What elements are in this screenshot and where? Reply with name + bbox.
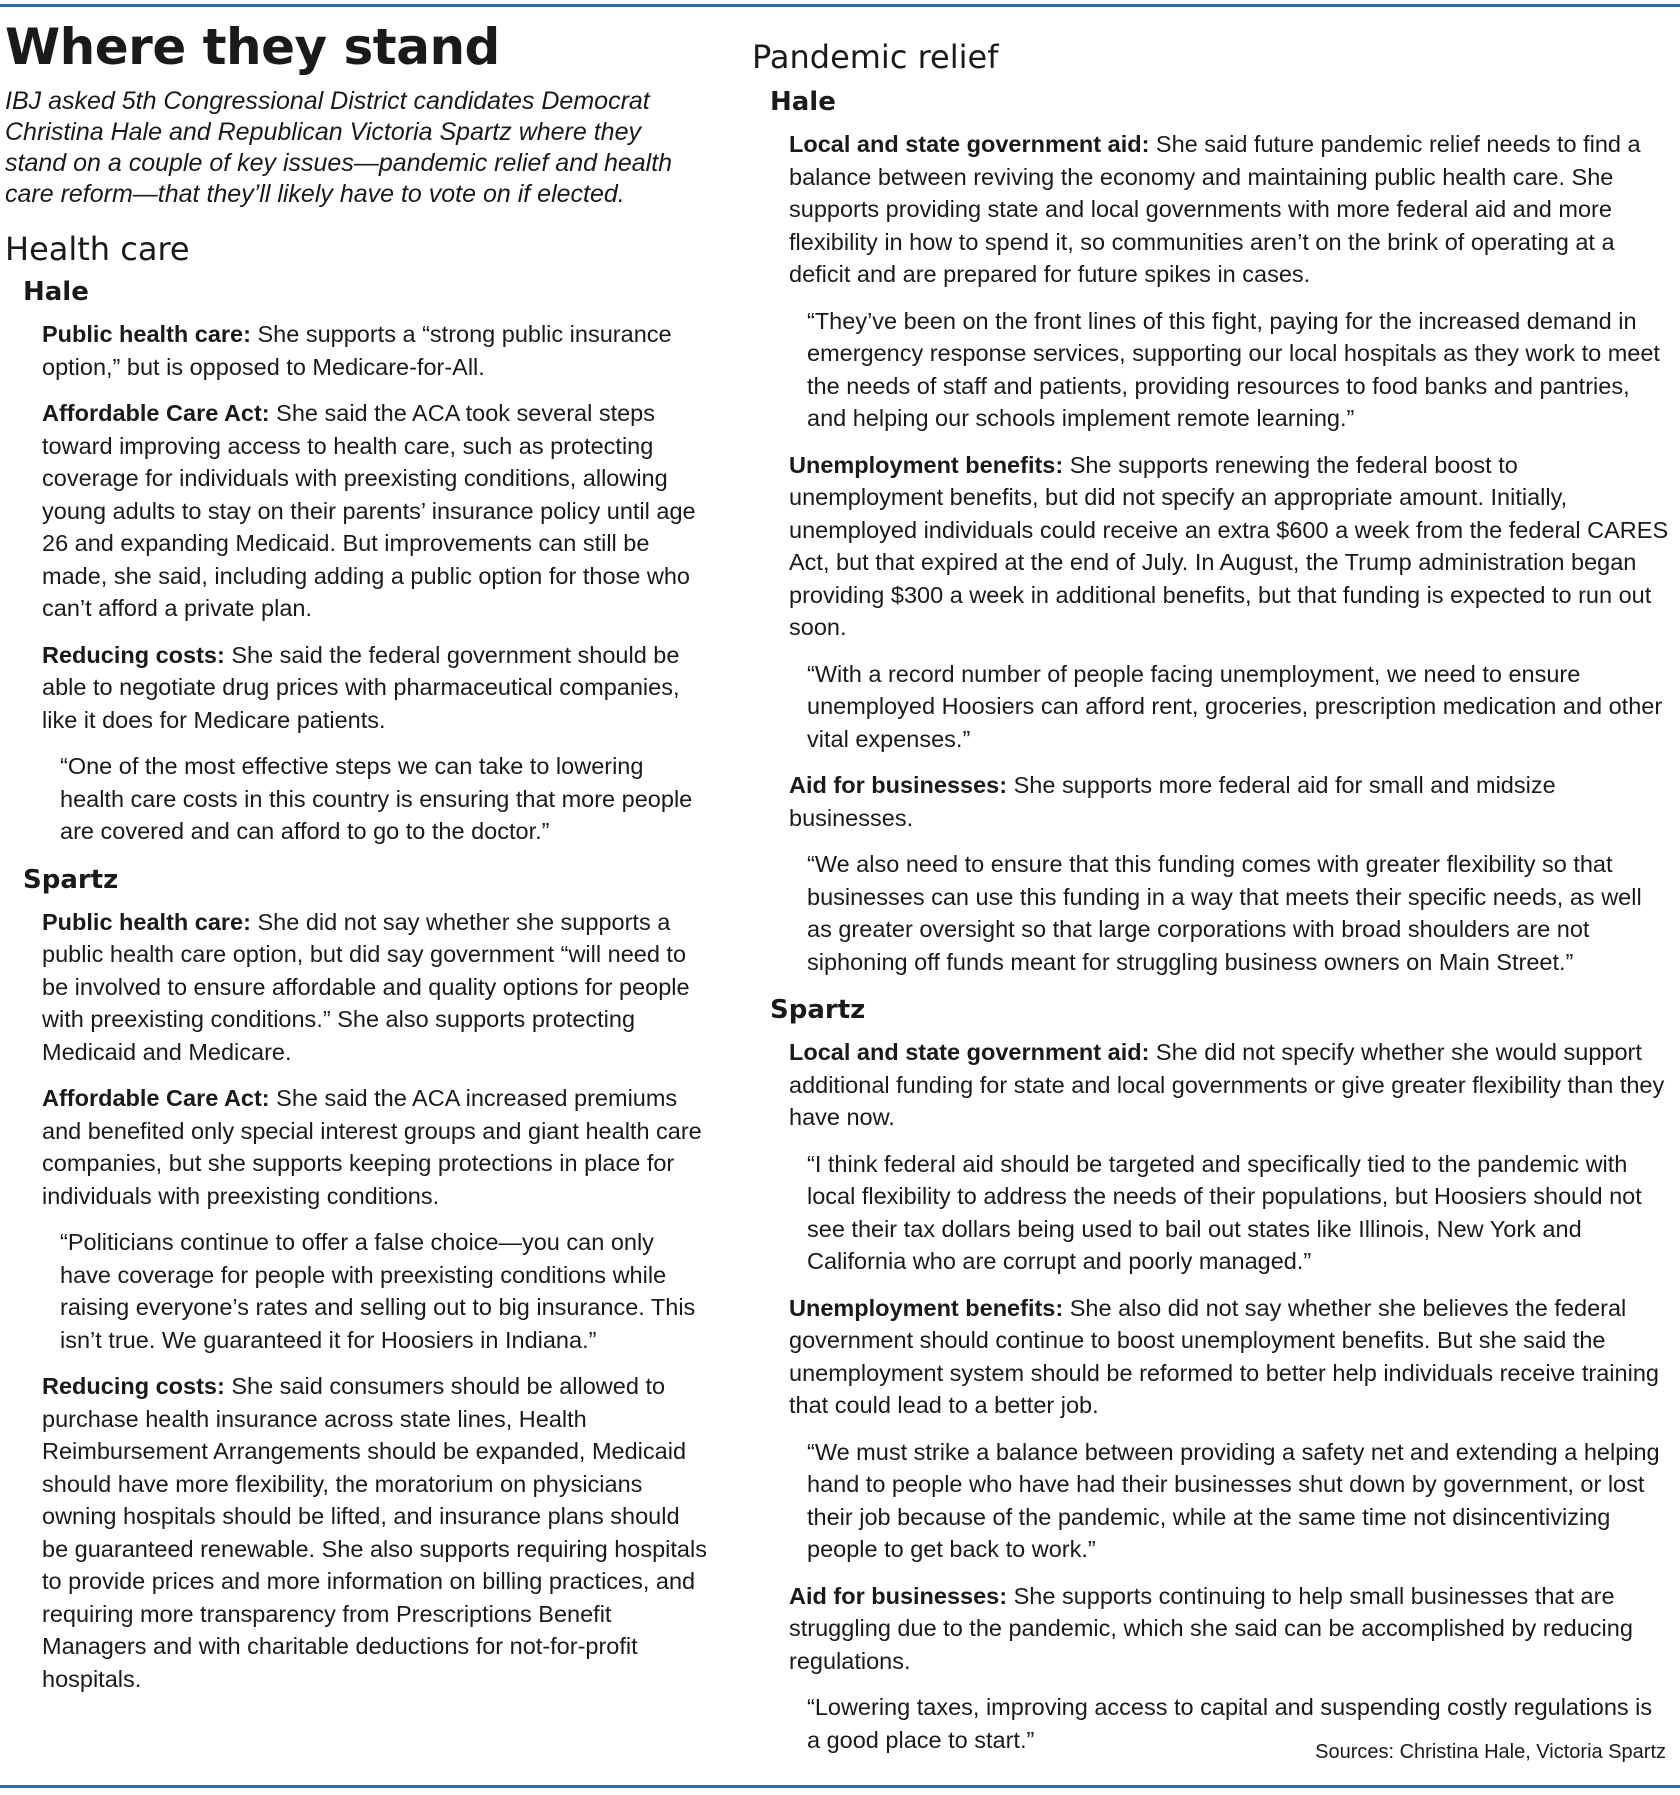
health-hale-public — [42, 318, 710, 383]
pandemic-spartz-business-quote: “Lowering taxes, improving access to capital and suspending costly regulations is a good place to start.” — [807, 1694, 1653, 1753]
health-spartz-heading: Spartz — [23, 864, 119, 895]
sources-credit: Sources: Christina Hale, Victoria Spartz — [1315, 1741, 1666, 1763]
right-column — [752, 16, 1670, 1770]
health-spartz-aca-quote: “Politicians continue to offer a false choice—you can only have coverage for people with preexisting conditions while raising everyone’s rates and selling out to big insurance. This isn’t true. We guaranteed it for Hoosiers in Indiana.” — [60, 1229, 696, 1353]
health-hale-costs — [42, 639, 710, 737]
health-spartz-costs — [42, 1370, 710, 1695]
health-hale-costs-quote: “One of the most effective steps we can take to lowering health care costs in this country is ensuring that more people are covered and can afford to go to the doctor.” — [60, 753, 693, 844]
item-label: Aid for businesses: — [789, 1582, 1008, 1609]
pandemic-hale-local-quote: “They’ve been on the front lines of this fight, paying for the increased demand in emergency response services, supporting our local hospitals as they work to meet the needs of staff and patients, providing resources to food banks and pantries, and helping our schools implement remote learning.” — [807, 307, 1660, 431]
item-label: Affordable Care Act: — [42, 400, 270, 426]
item-label: Public health care: — [42, 908, 251, 935]
pandemic-spartz-local — [789, 1036, 1670, 1134]
item-label: Unemployment benefits: — [789, 1294, 1064, 1321]
page-title: Where they stand — [5, 18, 500, 76]
item-text: She said the federal government should be able to negotiate drug prices with pharmaceutical companies, like it does for Medicare patients. — [42, 641, 680, 733]
item-label: Local and state government aid: — [789, 131, 1150, 157]
pandemic-spartz-unemployment-quote: “We must strike a balance between providing a safety net and extending a helping hand to people who have had their businesses shut down by government, or lost their job because of the pandemic, while at the same time not disincentivizing people to get back to work.” — [807, 1438, 1660, 1562]
section-pandemic-relief: Pandemic relief — [752, 38, 999, 76]
health-spartz-public — [42, 906, 710, 1069]
item-label: Public health care: — [42, 321, 251, 347]
item-text: She said future pandemic relief needs to find a balance between reviving the economy and maintaining public health care. She supports providing state and local governments with more federal aid and more flexibility in how to spend it, so communities aren’t on the brink of operating at a deficit and are prepared for future spikes in cases. — [789, 131, 1641, 287]
item-label: Reducing costs: — [42, 641, 225, 668]
item-text: She supports continuing to help small businesses that are struggling due to the pandemic, which she said can be accomplished by reducing regulations. — [789, 1582, 1633, 1674]
bottom-rule — [0, 1785, 1680, 1788]
health-hale-heading: Hale — [23, 277, 89, 307]
top-rule — [0, 4, 1680, 7]
pandemic-spartz-unemployment — [789, 1292, 1670, 1422]
pandemic-hale-heading: Hale — [770, 87, 836, 117]
item-label: Local and state government aid: — [789, 1039, 1150, 1065]
item-label: Affordable Care Act: — [42, 1085, 270, 1111]
item-text: She said consumers should be allowed to purchase health insurance across state lines, Health Reimbursement Arrangements should be expanded, Medicaid should have more flexibility, the moratorium on physicians owning hospitals should be lifted, and insurance plans should be guaranteed renewable. She also supports requiring hospitals to provide prices and more information on billing practices, and requiring more transparency from Prescriptions Benefit Managers and with charitable deductions for not-for-profit hospitals. — [42, 1373, 707, 1692]
item-label: Unemployment benefits: — [789, 451, 1064, 478]
item-text: She said the ACA took several steps toward improving access to health care, such as protecting coverage for individuals with preexisting conditions, allowing young adults to stay on their parents’ insurance policy until age 26 and expanding Medicaid. But improvements can still be made, she said, including adding a public option for those who can’t afford a private plan. — [42, 400, 696, 621]
item-text: She supports more federal aid for small and midsize businesses. — [789, 772, 1556, 831]
pandemic-hale-unemployment — [789, 449, 1670, 644]
pandemic-spartz-heading: Spartz — [770, 995, 866, 1025]
item-text: She did not say whether she supports a public health care option, but did say government “will need to be involved to ensure affordable and quality options for people with preexisting conditions.” She also supports protecting Medicaid and Medicare. — [42, 908, 690, 1065]
item-text: She said the ACA increased premiums and benefited only special interest groups and giant health care companies, but she supports keeping protections in place for individuals with preexisting conditions. — [42, 1085, 702, 1209]
item-label: Aid for businesses: — [789, 772, 1008, 798]
item-text: She supports a “strong public insurance option,” but is opposed to Medicare-for-All. — [42, 321, 672, 380]
pandemic-spartz-local-quote: “I think federal aid should be targeted and specifically tied to the pandemic with local flexibility to address the needs of their populations, but Hoosiers should not see their tax dollars being used to bail out states like Illinois, New York and California who are corrupt and poorly managed.” — [807, 1150, 1642, 1274]
health-hale-aca — [42, 397, 710, 625]
health-spartz-aca — [42, 1082, 710, 1212]
item-text: She did not specify whether she would support additional funding for state and local governments or give greater flexibility than they have now. — [789, 1039, 1665, 1130]
section-health-care: Health care — [5, 230, 190, 268]
item-text: She supports renewing the federal boost to unemployment benefits, but did not specify an appropriate amount. Initially, unemployed individuals could receive an extra $600 a week from the federal CARES Act, but that expired at the end of July. In August, the Trump administration began providing $300 a week in additional benefits, but that funding is expected to run out soon. — [789, 451, 1669, 640]
left-column — [5, 16, 710, 1709]
pandemic-hale-business-quote: “We also need to ensure that this funding comes with greater flexibility so that businesses can use this funding in a way that meets their specific needs, as well as greater oversight so that large corporations with broad shoulders are not siphoning off funds meant for struggling business owners on Main Street.” — [807, 851, 1642, 975]
intro-text: IBJ asked 5th Congressional District candidates Democrat Christina Hale and Republican Victoria Spartz where they stand on a couple of key issues—pandemic relief and health care reform—that they’ll likely have to vote on if elected. — [5, 87, 673, 208]
pandemic-spartz-business — [789, 1580, 1670, 1678]
pandemic-hale-business — [789, 769, 1670, 834]
pandemic-hale-local — [789, 128, 1670, 291]
item-text: She also did not say whether she believes the federal government should continue to boost unemployment benefits. But she said the unemployment system should be reformed to better help individuals receive training that could lead to a better job. — [789, 1294, 1659, 1418]
pandemic-hale-unemployment-quote: “With a record number of people facing unemployment, we need to ensure unemployed Hoosiers can afford rent, groceries, prescription medication and other vital expenses.” — [807, 660, 1663, 752]
item-label: Reducing costs: — [42, 1373, 225, 1399]
